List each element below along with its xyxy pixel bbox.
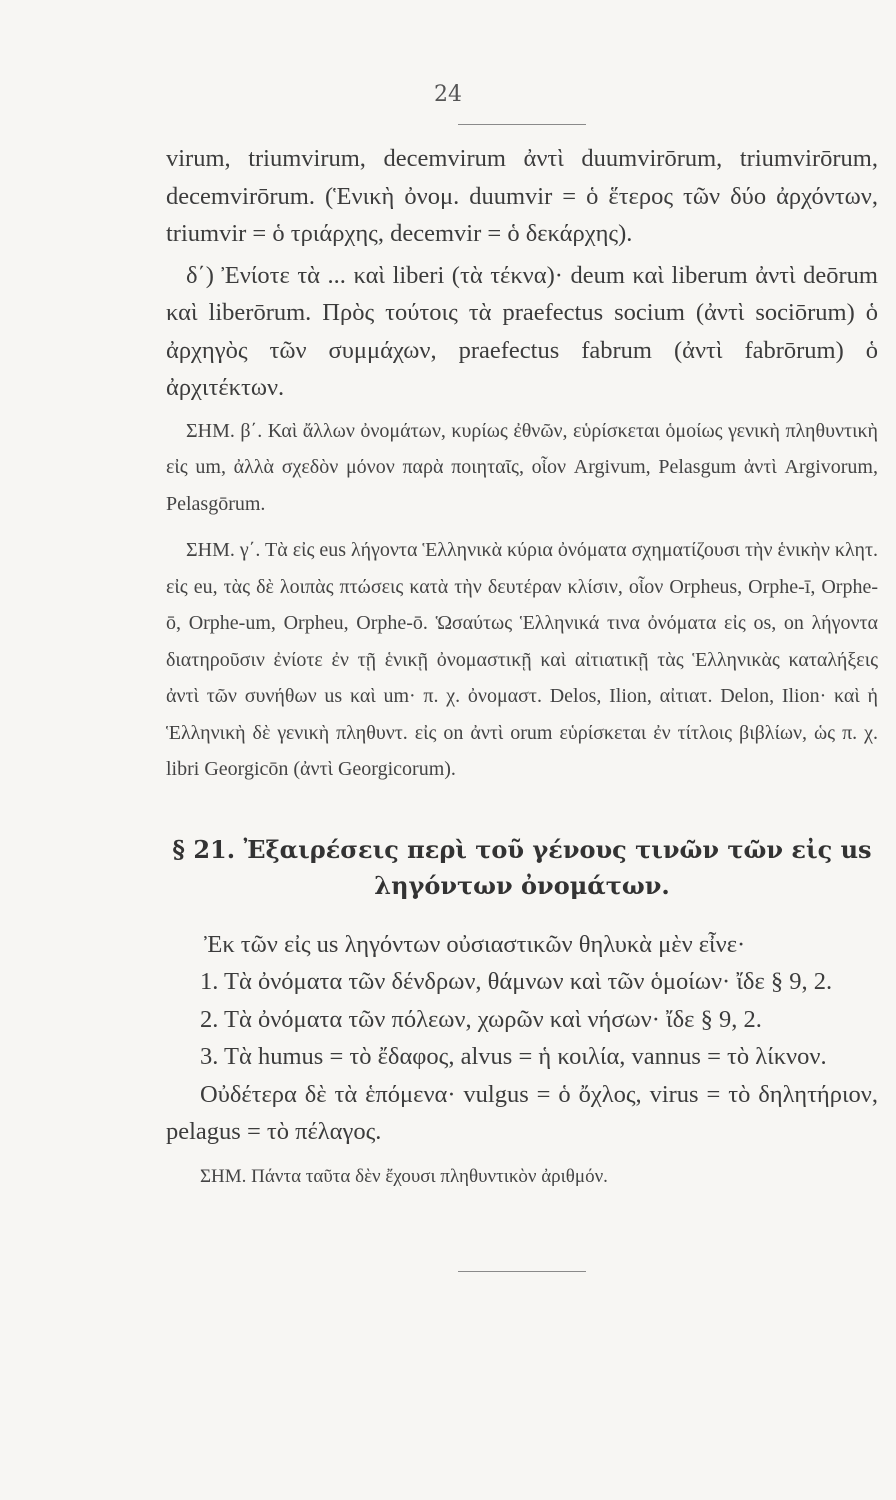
section-note: ΣΗΜ. Πάντα ταῦτα δὲν ἔχουσι πληθυντικὸν ἀριθμόν. xyxy=(200,1165,608,1187)
page-body xyxy=(166,140,878,1195)
note-gamma: ΣΗΜ. γ΄. Τὰ εἰς eus λήγοντα Ἑλληνικὰ κύρια ὀνόματα σχηματίζουσι τὴν ἑνικὴν κλητ. εἰς eu, τὰς δὲ λοιπὰς πτώσεις κατὰ τὴν δευτέραν κλίσιν, οἷον Orpheus, Orphe-ī, Orphe-ō, Orphe-um, Orpheu, Orphe-ō. Ὡσαύτως Ἑλληνικά τινα ὀνόματα εἰς os, on λήγοντα διατηροῦσιν ἐνίοτε ἐν τῇ ἑνικῇ ὀνομαστικῇ καὶ αἰτιατικῇ τὰς Ἑλληνικὰς καταλήξεις ἀντὶ τῶν συνήθων us καὶ um· π. χ. ὀνομαστ. Delos, Ilion, αἰτιατ. Delon, Ilion· καὶ ἡ Ἑλληνικὴ δὲ γενικὴ πληθυντ. εἰς on ἀντὶ orum εὑρίσκεται ἐν τίτλοις βιβλίων, ὡς π. χ. libri Georgicōn (ἀντὶ Georgicorum). xyxy=(166,539,879,780)
neuter-paragraph: Οὐδέτερα δὲ τὰ ἑπόμενα· vulgus = ὁ ὄχλος, virus = τὸ δηλητήριον, pelagus = τὸ πέλαγος. xyxy=(166,1080,878,1145)
header-rule xyxy=(458,124,586,125)
list-item-2: 2. Τὰ ὀνόματα τῶν πόλεων, χωρῶν καὶ νήσων· ἴδε § 9, 2. xyxy=(200,1005,762,1033)
paragraph-delta: δ΄) Ἐνίοτε τὰ ... καὶ liberi (τὰ τέκνα)· deum καὶ liberum ἀντὶ deōrum καὶ liberōrum. Πρὸς τούτοις τὰ praefectus socium (ἀντὶ sociōrum) ὁ ἀρχηγὸς τῶν συμμάχων, praefectus fabrum (ἀντὶ fabrōrum) ὁ ἀρχιτέκτων. xyxy=(166,261,878,401)
list-item-1: 1. Τὰ ὀνόματα τῶν δένδρων, θάμνων καὶ τῶν ὁμοίων· ἴδε § 9, 2. xyxy=(200,968,833,995)
note-beta: ΣΗΜ. β΄. Καὶ ἄλλων ὀνομάτων, κυρίως ἐθνῶν, εὑρίσκεται ὁμοίως γενικὴ πληθυντικὴ εἰς um, ἀλλὰ σχεδὸν μόνον παρὰ ποιηταῖς, οἷον Argivum, Pelasgum ἀντὶ Argivorum, Pelasgōrum. xyxy=(166,419,878,515)
footer-rule xyxy=(458,1271,586,1272)
paragraph-continuation: virum, triumvirum, decemvirum ἀντὶ duumvirōrum, triumvirōrum, decemvirōrum. (Ἑνικὴ ὀνομ. duumvir = ὁ ἕτερος τῶν δύο ἀρχόντων, triumvir = ὁ τριάρχης, decemvir = ὁ δεκάρχης). xyxy=(166,145,878,247)
page-number: 24 xyxy=(434,82,462,107)
section-intro: Ἐκ τῶν εἰς us ληγόντων οὐσιαστικῶν θηλυκὰ μὲν εἶνε· xyxy=(204,930,746,958)
list-item-3: 3. Τὰ humus = τὸ ἔδαφος, alvus = ἡ κοιλία, vannus = τὸ λίκνον. xyxy=(200,1043,827,1070)
section-heading: § 21. Ἐξαιρέσεις περὶ τοῦ γένους τινῶν τῶν εἰς us ληγόντων ὀνομάτων. xyxy=(172,834,872,900)
